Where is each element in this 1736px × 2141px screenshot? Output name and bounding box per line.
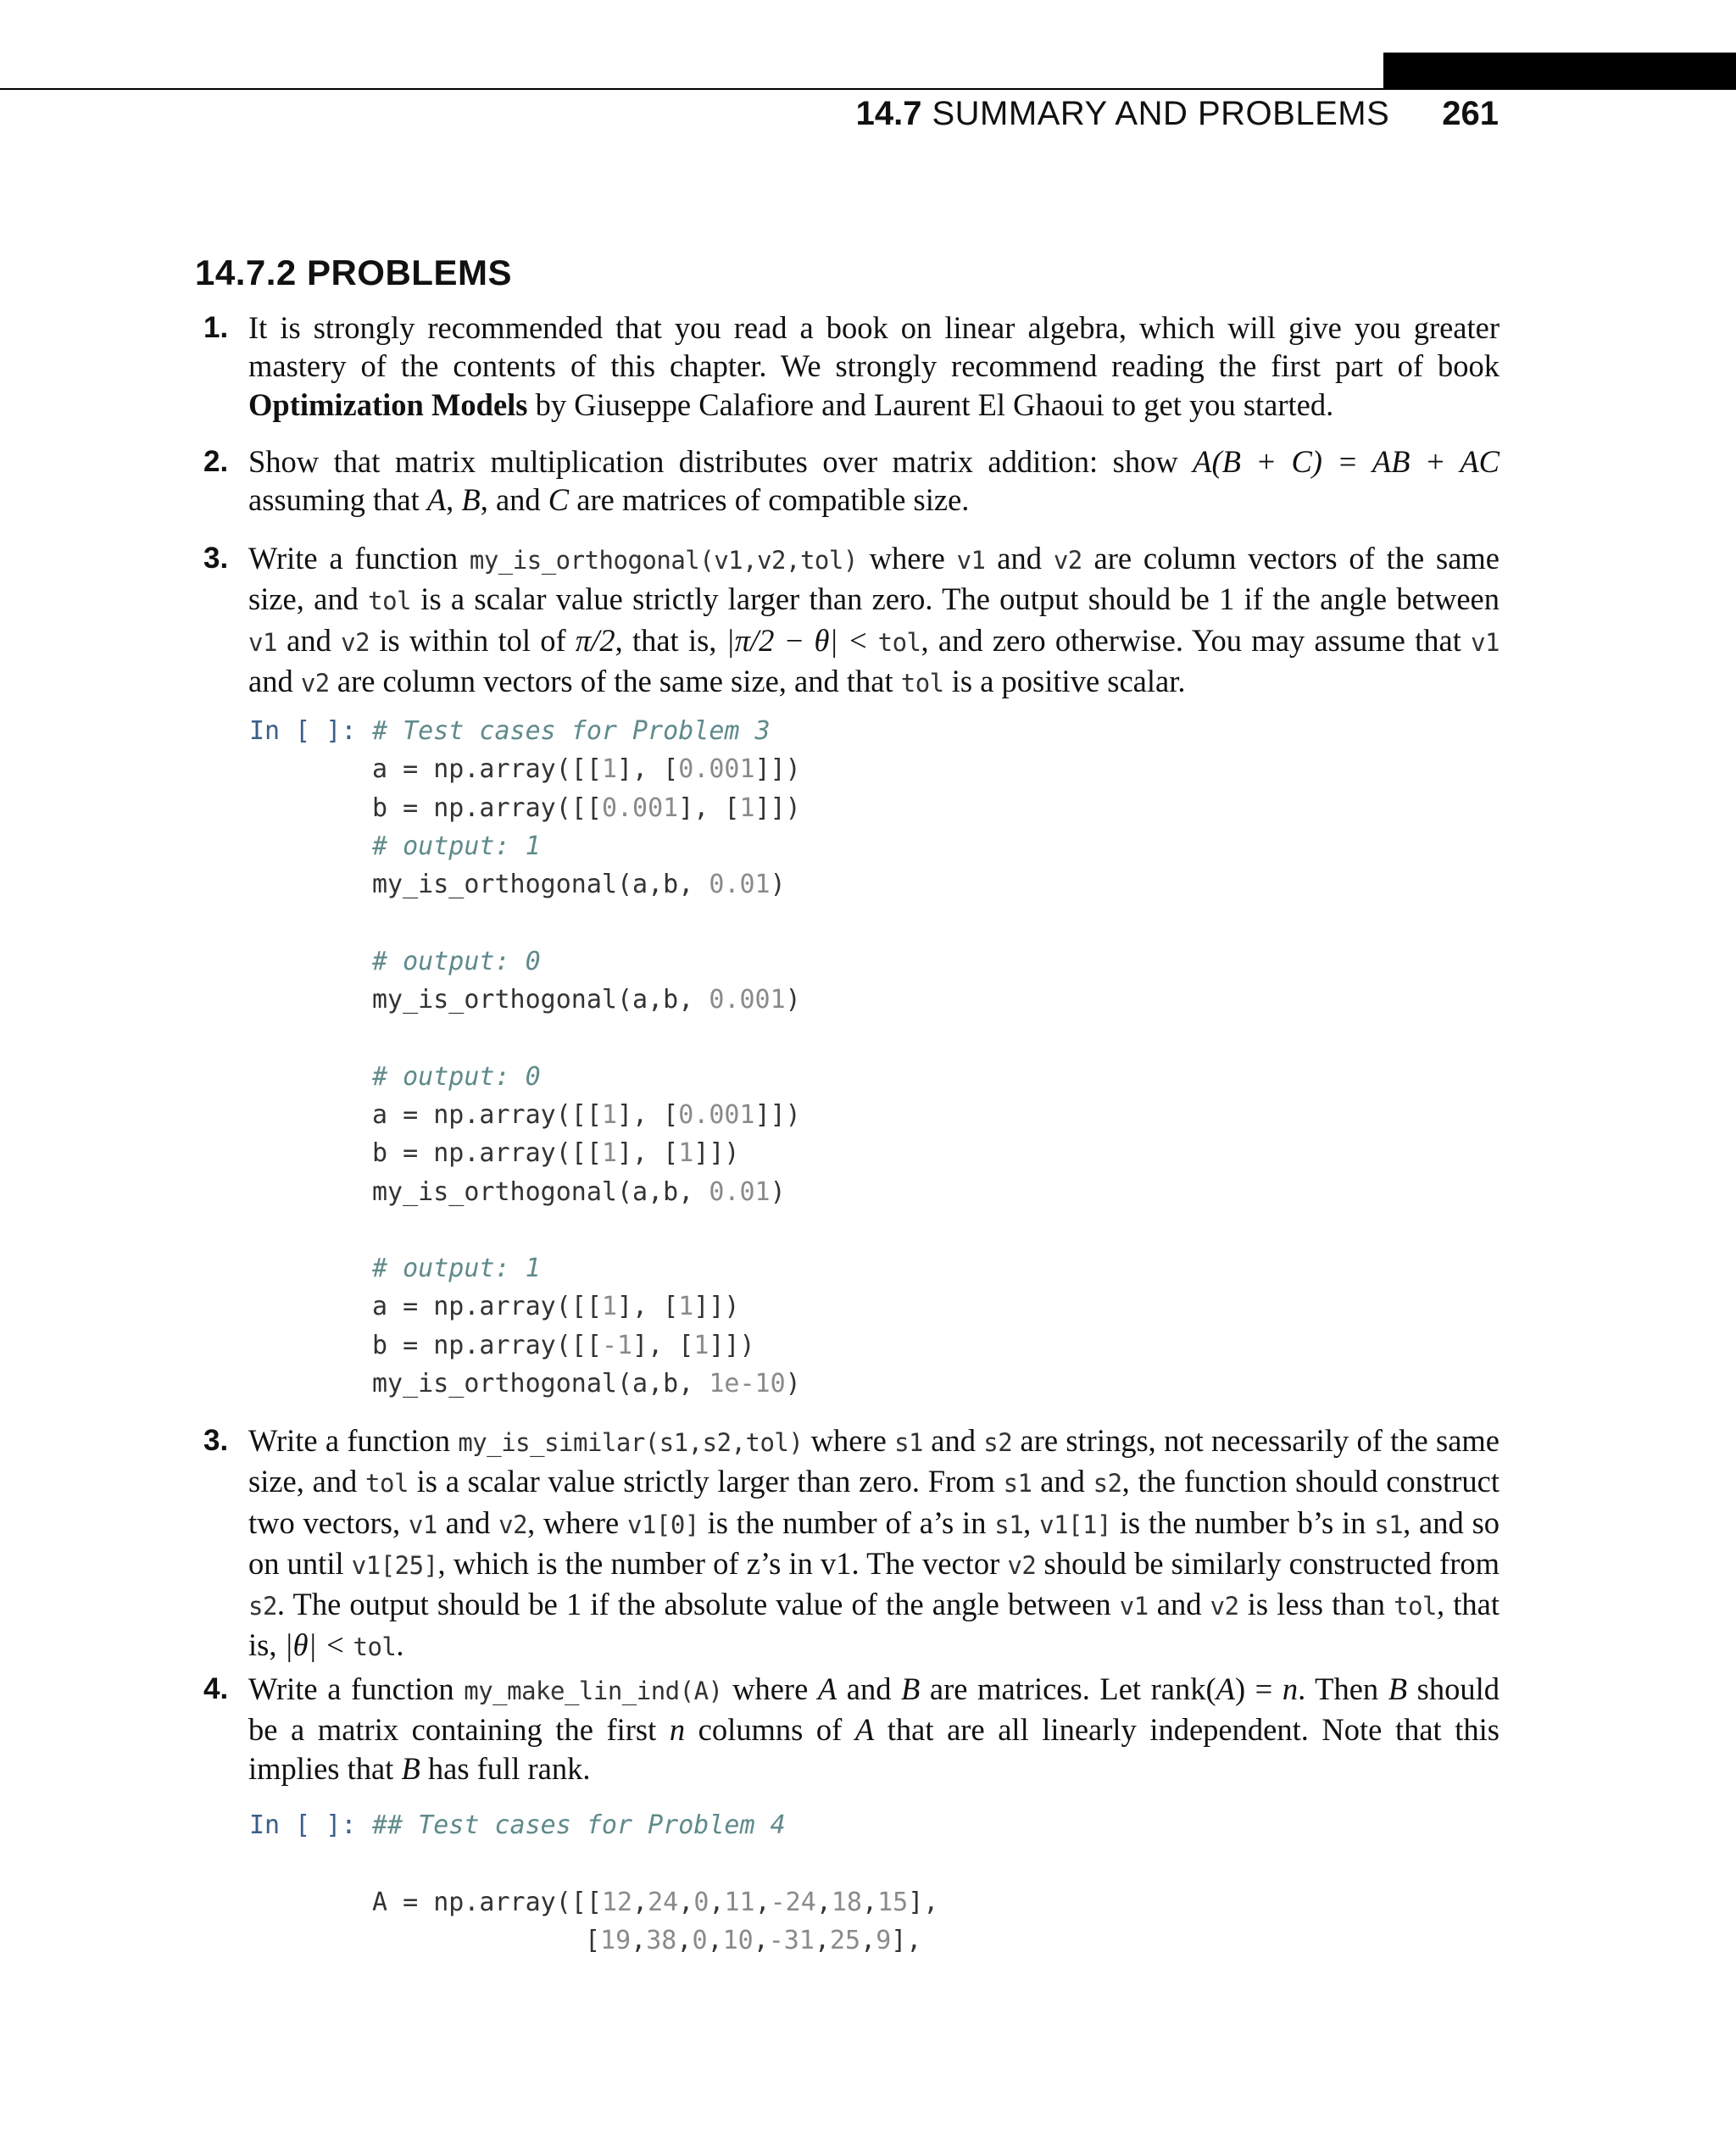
code-line: # output: 1 (372, 831, 541, 861)
section-number: 14.7 (855, 95, 922, 132)
code-line: [19,38,0,10,-31,25,9], (585, 1925, 922, 1955)
problem-number: 4. (203, 1672, 229, 1705)
code-line: a = np.array([[1], [1]]) (372, 1292, 740, 1322)
code-line: # output: 0 (372, 946, 541, 976)
problem-number: 3. (203, 1424, 229, 1457)
code-line: # output: 1 (372, 1254, 541, 1284)
code-cell-problem-4 (249, 1806, 1495, 1960)
page-number: 261 (1442, 95, 1499, 132)
code-line-blank (249, 1019, 1495, 1057)
cell-prompt: In [ ]: (249, 716, 357, 746)
code-line: In [ ]: ## Test cases for Problem 4 (249, 1806, 1495, 1844)
code-line: b = np.array([[-1], [1]]) (372, 1330, 755, 1360)
code-line: my_is_orthogonal(a,b, 1e-10) (372, 1369, 801, 1399)
section-title: SUMMARY AND PROBLEMS (932, 95, 1390, 132)
code-line: a = np.array([[1], [0.001]]) (372, 1099, 801, 1130)
code-line: b = np.array([[0.001], [1]]) (372, 792, 801, 823)
problem-number: 2. (203, 445, 229, 478)
problem-text: Write a function my_is_similar(s1,s2,tol) where s1 and s2 are strings, not necessarily of the same size, and tol is a scalar value strictly larger than zero. From s1 and s2, the function should construct two vectors, v1 and v2, where v1[0] is the number of a’s in s1, v1[1] is the number b’s in s1, and so on until v1[25], which is the number of z’s in v1. The vector v2 should be similarly constructed from s2. The output should be 1 if the absolute value of the angle between v1 and v2 is less than tol, that is, |θ| < tol. (248, 1423, 1500, 1663)
problem-text: It is strongly recommended that you read a book on linear algebra, which will give you greater mastery of the contents of this chapter. We strongly recommend reading the first part of book Optimization Models by Giuseppe Calafiore and Laurent El Ghaoui to get you started. (248, 310, 1500, 422)
header-bar (1383, 53, 1736, 89)
running-head (856, 95, 1499, 137)
problem-number: 1. (203, 311, 229, 344)
code-line: my_is_orthogonal(a,b, 0.01) (372, 870, 786, 900)
code-line: my_is_orthogonal(a,b, 0.001) (372, 985, 801, 1015)
header-rule (0, 88, 1736, 90)
code-cell-problem-3 (249, 712, 1495, 1403)
problem-number: 3. (203, 542, 229, 575)
code-line-blank (249, 1844, 1495, 1882)
code-line-blank (249, 1211, 1495, 1249)
code-line: In [ ]: # Test cases for Problem 3 (249, 712, 1495, 750)
cell-prompt: In [ ]: (249, 1810, 357, 1840)
section-heading: 14.7.2 PROBLEMS (195, 253, 512, 292)
code-line: a = np.array([[1], [0.001]]) (372, 754, 801, 785)
problem-text: Write a function my_is_orthogonal(v1,v2,tol) where v1 and v2 are column vectors of the same size, and tol is a scalar value strictly larger than zero. The output should be 1 if the angle between v1 and v2 is within tol of π/2, that is, |π/2 − θ| < tol, and zero otherwise. You may assume that v1 and v2 are column vectors of the same size, and that tol is a positive scalar. (248, 541, 1500, 698)
code-line: b = np.array([[1], [1]]) (372, 1138, 740, 1169)
code-line: my_is_orthogonal(a,b, 0.01) (372, 1176, 786, 1207)
code-line: A = np.array([[12,24,0,11,-24,18,15], (372, 1887, 939, 1917)
code-line: # output: 0 (372, 1061, 541, 1092)
problem-text: Show that matrix multiplication distributes over matrix addition: show A(B + C) = AB + AC assuming that A, B, and C are matrices of compatible size. (248, 444, 1500, 518)
code-line-blank (249, 904, 1495, 942)
book-title: Optimization Models (248, 386, 528, 422)
problem-text: Write a function my_make_lin_ind(A) where A and B are matrices. Let rank(A) = n. Then B should be a matrix containing the first n columns of A that are all linearly independent. Note that this implies that B has full rank. (248, 1671, 1500, 1786)
